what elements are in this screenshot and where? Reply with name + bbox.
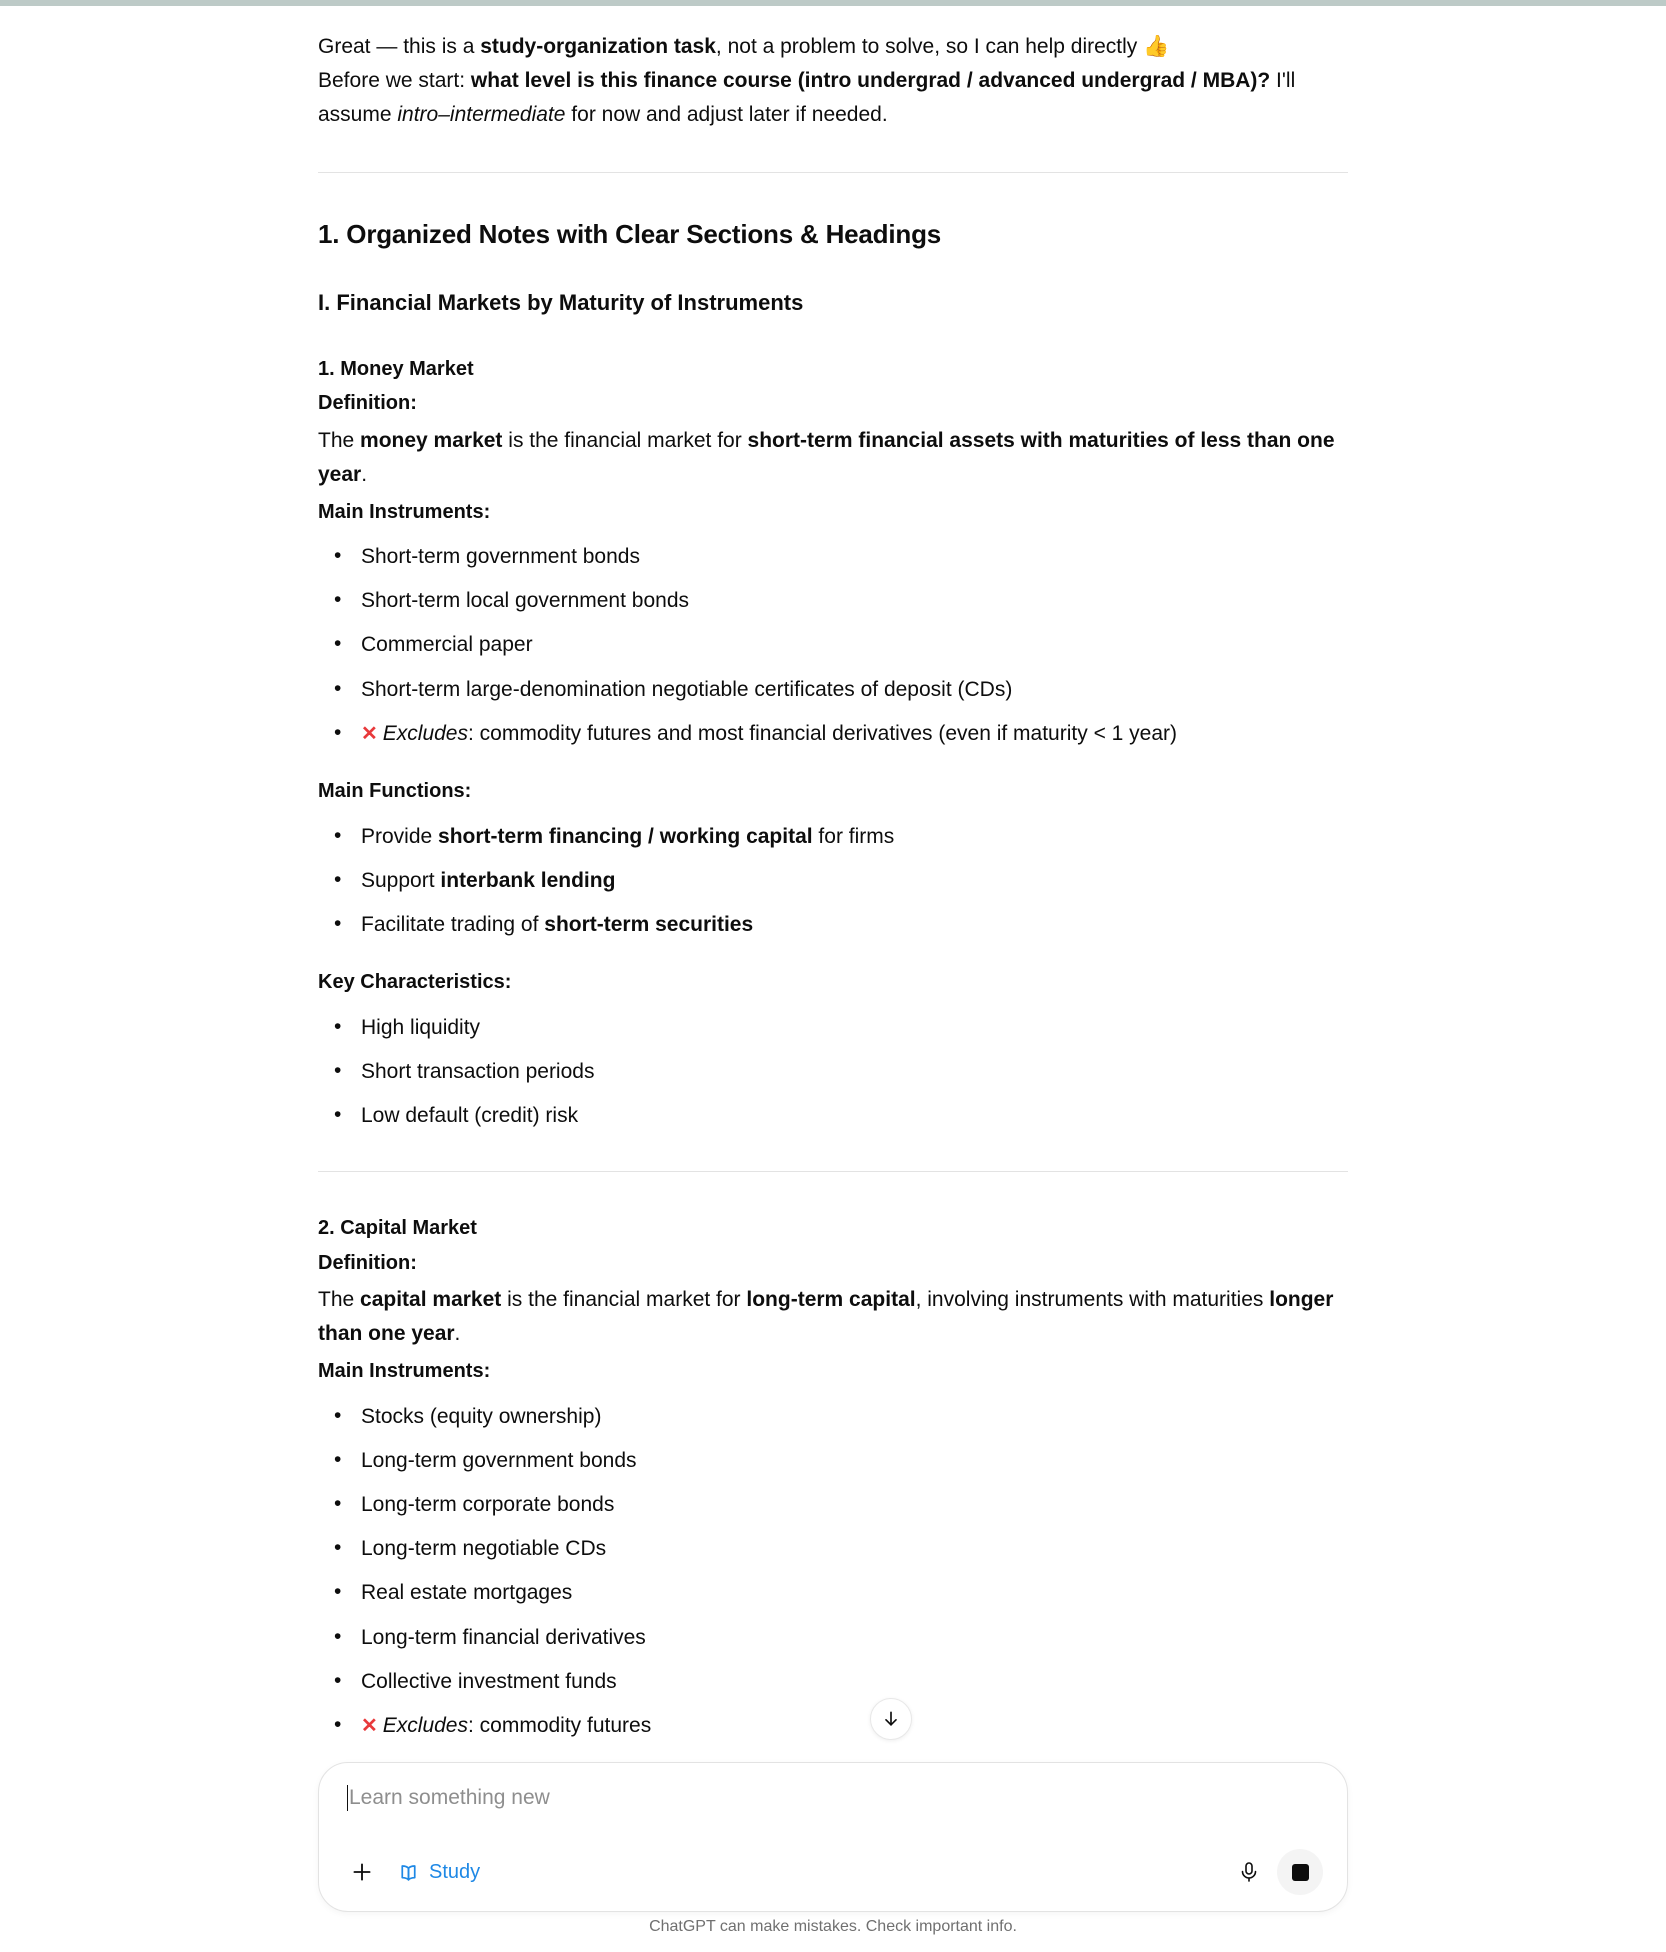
excludes-label: Excludes <box>383 1714 468 1737</box>
mm-def-c: is the financial market for <box>502 429 747 452</box>
study-mode-button[interactable] <box>397 1861 480 1884</box>
cm-def-g: . <box>455 1322 461 1345</box>
divider-top <box>318 172 1348 173</box>
text-caret <box>347 1785 348 1811</box>
intro-line1-bold: study-organization task <box>480 35 716 58</box>
capital-market-definition-label: Definition: <box>318 1247 1348 1279</box>
money-market-instruments-label: Main Instruments: <box>318 496 1348 528</box>
list-item: • Short-term large-denomination negotiable certificates of deposit (CDs) <box>361 675 1348 705</box>
intro-line-1 <box>318 30 1348 64</box>
money-market-heading: 1. Money Market <box>318 353 1348 385</box>
intro-line2-e: for now and adjust later if needed. <box>565 103 887 126</box>
list-item: • Short-term government bonds <box>361 542 1348 572</box>
cm-def-b: capital market <box>360 1288 501 1311</box>
microphone-icon <box>1237 1860 1261 1884</box>
scroll-to-bottom-button[interactable] <box>870 1698 912 1740</box>
money-market-definition <box>318 424 1348 492</box>
list-item: • Long-term financial derivatives <box>361 1623 1348 1653</box>
list-item: • Low default (credit) risk <box>361 1101 1348 1131</box>
intro-line2-c: I'll assume <box>318 69 1295 126</box>
list-item: • Short-term local government bonds <box>361 586 1348 616</box>
list-item: • Long-term corporate bonds <box>361 1490 1348 1520</box>
list-item: • Real estate mortgages <box>361 1578 1348 1608</box>
list-item <box>361 822 1348 852</box>
money-market-functions-list <box>318 822 1348 941</box>
fn1-pre: Support <box>361 869 440 892</box>
list-item: • Commercial paper <box>361 630 1348 660</box>
cross-mark-icon: ✕ <box>361 723 378 745</box>
money-market-characteristics-label: Key Characteristics: <box>318 966 1348 998</box>
money-market-functions-label: Main Functions: <box>318 775 1348 807</box>
mm-def-a: The <box>318 429 360 452</box>
list-item: • Short transaction periods <box>361 1057 1348 1087</box>
list-item <box>361 866 1348 896</box>
intro-line1-a: Great — this is a <box>318 35 480 58</box>
money-market-instruments-list <box>318 542 1348 749</box>
plus-icon <box>349 1859 375 1885</box>
conversation-scroll-area[interactable] <box>0 6 1666 1746</box>
subsection-heading: I. Financial Markets by Maturity of Instruments <box>318 285 1348 321</box>
intro-line2-italic: intro–intermediate <box>397 103 565 126</box>
money-market-definition-label: Definition: <box>318 387 1348 419</box>
fn1-bold: interbank lending <box>440 869 615 892</box>
cm-def-c: is the financial market for <box>501 1288 746 1311</box>
add-attachment-button[interactable] <box>343 1853 381 1891</box>
mm-def-d: short-term financial assets with maturities of less than one year <box>318 429 1335 486</box>
intro-line1-c: , not a problem to solve, so I can help directly <box>716 35 1143 58</box>
intro-line2-a: Before we start: <box>318 69 471 92</box>
cm-def-e: , involving instruments with maturities <box>916 1288 1270 1311</box>
fn0-bold: short-term financing / working capital <box>438 825 813 848</box>
list-item-excludes <box>361 719 1348 749</box>
message-composer[interactable] <box>318 1762 1348 1912</box>
list-item: • Collective investment funds <box>361 1667 1348 1697</box>
cross-mark-icon: ✕ <box>361 1715 378 1737</box>
section-heading: 1. Organized Notes with Clear Sections & Headings <box>318 213 1348 255</box>
excludes-text: : commodity futures <box>468 1714 651 1737</box>
intro-paragraph <box>318 30 1348 132</box>
capital-market-instruments-label: Main Instruments: <box>318 1355 1348 1387</box>
capital-market-definition <box>318 1283 1348 1351</box>
assistant-message <box>318 6 1348 1746</box>
excludes-text: : commodity futures and most financial derivatives (even if maturity < 1 year) <box>468 722 1177 745</box>
list-item: • Stocks (equity ownership) <box>361 1402 1348 1432</box>
mm-def-e: . <box>361 463 367 486</box>
stop-square-icon <box>1292 1864 1309 1881</box>
list-item-excludes <box>361 1711 1348 1741</box>
fn2-pre: Facilitate trading of <box>361 913 544 936</box>
divider-middle <box>318 1171 1348 1172</box>
voice-input-button[interactable] <box>1229 1852 1269 1892</box>
thumbs-up-icon: 👍 <box>1143 35 1169 58</box>
arrow-down-icon <box>881 1709 901 1729</box>
list-item <box>361 910 1348 940</box>
mm-def-b: money market <box>360 429 502 452</box>
intro-line2-bold: what level is this finance course (intro undergrad / advanced undergrad / MBA)? <box>471 69 1270 92</box>
excludes-label: Excludes <box>383 722 468 745</box>
list-item: • Long-term negotiable CDs <box>361 1534 1348 1564</box>
study-label: Study <box>429 1861 480 1884</box>
capital-market-heading: 2. Capital Market <box>318 1212 1348 1244</box>
list-item: • Long-term government bonds <box>361 1446 1348 1476</box>
cm-def-a: The <box>318 1288 360 1311</box>
stop-generating-button[interactable] <box>1277 1849 1323 1895</box>
prompt-textarea[interactable] <box>347 1785 1227 1811</box>
fn0-pre: Provide <box>361 825 438 848</box>
cm-def-f: longer than one year <box>318 1288 1333 1345</box>
cm-def-d: long-term capital <box>746 1288 915 1311</box>
money-market-characteristics-list <box>318 1013 1348 1132</box>
intro-line-2 <box>318 64 1348 132</box>
composer-placeholder: Learn something new <box>349 1786 550 1810</box>
composer-toolbar <box>343 1849 1323 1895</box>
list-item: • High liquidity <box>361 1013 1348 1043</box>
chat-page <box>0 6 1666 1946</box>
disclaimer-text: ChatGPT can make mistakes. Check important info. <box>0 1918 1666 1936</box>
fn2-bold: short-term securities <box>544 913 753 936</box>
open-book-icon <box>397 1861 420 1884</box>
fn0-post: for firms <box>813 825 895 848</box>
capital-market-instruments-list <box>318 1402 1348 1742</box>
